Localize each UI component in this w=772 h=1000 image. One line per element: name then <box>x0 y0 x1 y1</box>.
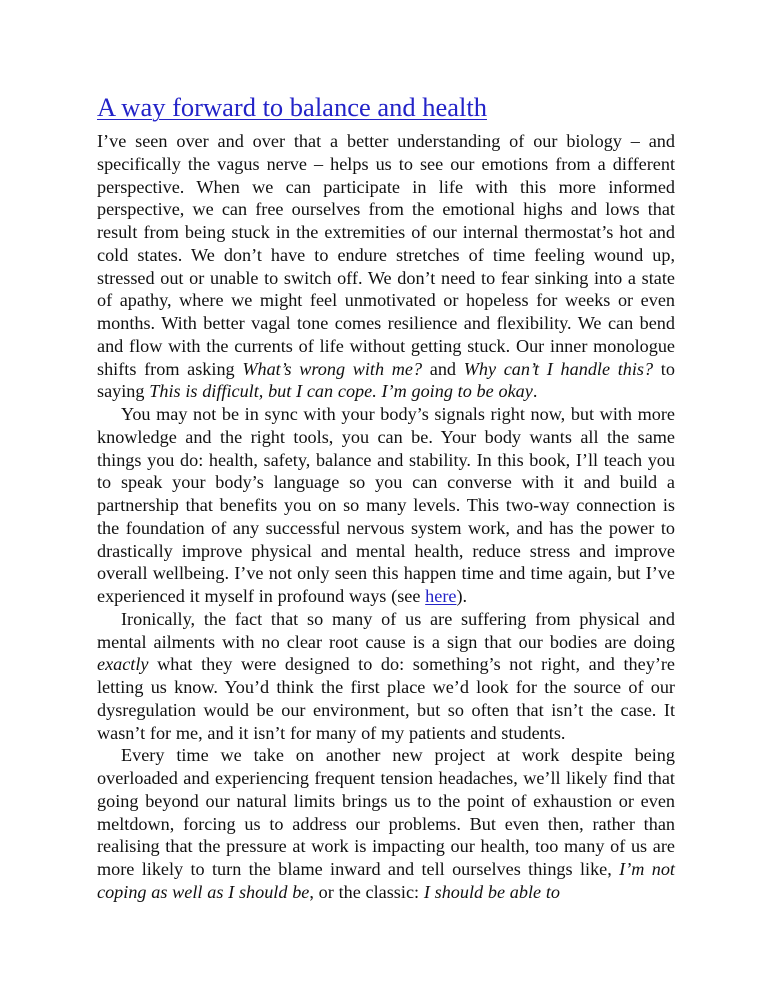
section-heading-link[interactable]: A way forward to balance and health <box>97 92 487 122</box>
italic-not-coping: I’m not coping as well as I should be <box>97 859 675 902</box>
paragraph-2-text: ). <box>456 586 468 606</box>
italic-exactly: exactly <box>97 654 149 675</box>
italic-question-why-cant: Why can’t I handle this? <box>463 358 654 379</box>
document-page <box>97 90 675 904</box>
paragraph-1-text: to saying <box>97 358 675 402</box>
italic-question-whats-wrong: What’s wrong with me? <box>242 358 423 379</box>
paragraph-3 <box>97 608 675 745</box>
italic-affirmation: This is difficult, but I can cope. I’m going to be okay <box>149 381 533 402</box>
paragraph-3-text: Ironically, the fact that so many of us are suffering from physical and mental ailments with no clear root cause is a sign that our bodies are doing <box>97 608 675 652</box>
paragraph-1-text: . <box>532 381 538 402</box>
paragraph-1-text: I’ve seen over and over that a better understanding of our biology – and specifically the vagus nerve – helps us to see our emotions from a different perspective. When we can participate in life with this more informed perspective, we can free ourselves from the emotional highs and lows that result from being stuck in the extremities of our internal thermostat’s hot and cold states. We don’t have to endure stretches of time feeling wound up, stressed out or unable to switch off. We don’t need to fear sinking into a state of apathy, where we might feel unmotivated or hopeless for weeks or even months. With better vagal tone comes resilience and flexibility. We can bend and flow with the currents of life without getting stuck. Our inner monologue shifts from asking <box>97 131 675 379</box>
paragraph-3-text: what they were designed to do: something’s not right, and they’re letting us know. You’d think the first place we’d look for the source of our dysregulation would be our environment, but so often that isn’t the case. It wasn’t for me, and it isn’t for many of my patients and students. <box>97 654 675 743</box>
here-link[interactable]: here <box>425 586 457 606</box>
paragraph-4-text: , or the classic: <box>309 881 424 902</box>
paragraph-2 <box>97 403 675 608</box>
paragraph-2-text: You may not be in sync with your body’s signals right now, but with more knowledge and the right tools, you can be. Your body wants all the same things you do: health, safety, balance and stability. In this book, I’ll teach you to speak your body’s language so you can converse with it and build a partnership that benefits you on so many levels. This two-way connection is the foundation of any successful nervous system work, and has the power to drastically improve physical and mental health, reduce stress and improve overall wellbeing. I’ve not only seen this happen time and time again, but I’ve experienced it myself in profound ways (see <box>97 404 675 606</box>
italic-should-be-able: I should be able to <box>423 881 560 902</box>
paragraph-1-text: and <box>422 358 464 379</box>
paragraph-4-text: Every time we take on another new project at work despite being overloaded and experiencing frequent tension headaches, we’ll likely find that going beyond our natural limits brings us to the point of exhaustion or even meltdown, forcing us to address our problems. But even then, rather than realising that the pressure at work is impacting our health, too many of us are more likely to turn the blame inward and tell ourselves things like, <box>97 745 675 879</box>
paragraph-4 <box>97 744 675 903</box>
paragraph-1 <box>97 130 675 403</box>
